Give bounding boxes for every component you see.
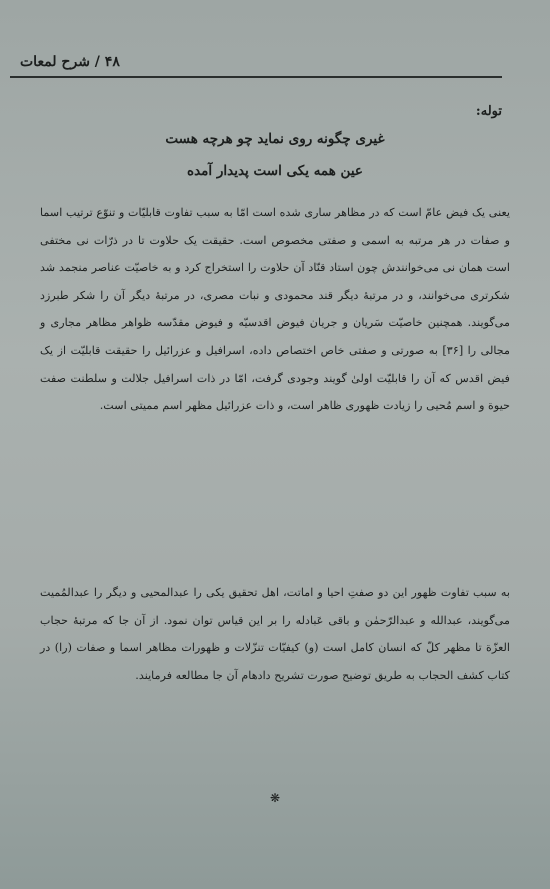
verse-label: توله:: [475, 104, 502, 119]
verse-line-1: غیری چگونه روی نماید چو هرچه هست: [165, 131, 385, 147]
verse-line-2: عین همه یکی است پدیدار آمده: [187, 163, 363, 179]
page-header: [20, 50, 502, 74]
end-ornament-icon: ❋: [269, 791, 281, 805]
page-header-title: ۴۸ / شرح لمعات: [20, 54, 120, 70]
body-paragraph-2: به سبب تفاوت ظهور این دو صفتِ احیا و اماتت، اهل تحقیق یکی را عبدالمحیی و دیگر را عبدالمُمیت می‌گویند، عبدالله و عبدالرّحمٰن و باقی عَبادله را بر این قیاس توان نمود. از آن جا که مرتبهٔ حجاب العزّة تا مظهر کلّ که انسان کامل است (و) کیفیّات تنزّلات و ظهورات مظاهر اسما و صفات (را) در کتاب کشف الحجاب به طریق توضیح صورت تشریح دادهام آن جا مطالعه فرمایند.: [40, 586, 510, 682]
header-rule: [10, 76, 502, 78]
body-paragraph-1: یعنی یک فیض عامّ است که در مظاهر ساری شده است امّا به سبب تفاوت قابلیّات و تنوّع ترتیب اسما و صفات در هر مرتبه به اسمی و صفتی مخصوص است. حقیقت یک حلاوت تا در ذرّات نی مختفی است همان نی می‌خوانندش چون استاد قنّاد آن حلاوت را استخراج کرد و به خاصیّت عناصر منجمد شد شکرتری می‌خوانند، و در مرتبهٔ دیگر قند محمودی و نبات مصری، در مرتبهٔ دیگر آن را شکر طبرزد می‌گویند. همچنین خاصیّت سَریان و جریان فیوض اقدسیّه و فیوض مقدّسه ظواهر مظاهر مجاری و مجالی را [۳۶] به صورتی و صفتی خاص اختصاص داده، اسرافیل و عزرائیل را حقیقت قابلیّت از یک فیض اقدس که آن را قابلیّت اولیٰ گویند وجودی گرفت، امّا در ذات اسرافیل جلالت و سلطنت صفت حیوة و اسم مُحیی را زیادت ظهوری ظاهر است، و ذات عزرائیل مظهر اسم ممیتی است.: [40, 206, 510, 413]
